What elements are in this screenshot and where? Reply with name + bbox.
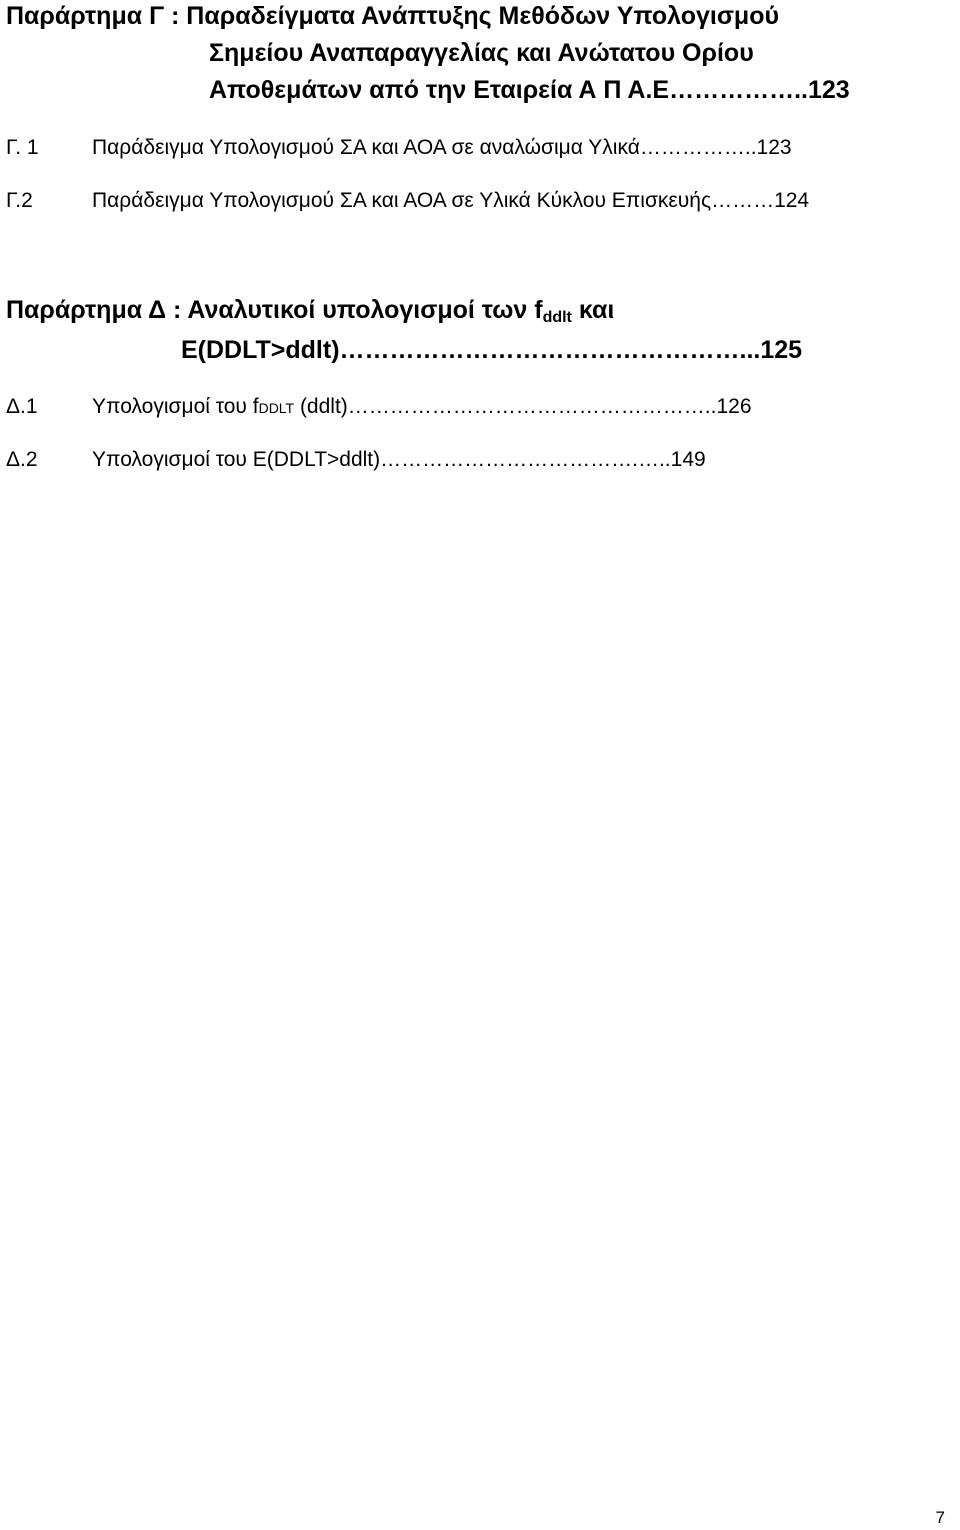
appendix-d-heading-pre: Παράρτημα Δ : Αναλυτικοί υπολογισμοί των f	[6, 296, 543, 324]
toc-entry-number: Γ.2	[6, 189, 33, 212]
appendix-d-heading-line1	[6, 298, 614, 326]
appendix-d-heading-post: και	[571, 296, 615, 324]
toc-entry-text-pre: Υπολογισμοί του f	[92, 395, 259, 418]
toc-entry-text: Παράδειγμα Υπολογισμού ΣΑ και ΑΟΑ σε Υλικά Κύκλου Επισκευής………124	[92, 189, 810, 212]
toc-entry-text-subscript: DDLT	[258, 400, 295, 416]
appendix-d-heading-subscript: ddlt	[542, 309, 572, 326]
toc-entry-text: Υπολογισμοί του E(DDLT>ddlt)……………………………….…..149	[92, 448, 706, 471]
page-number: 7	[935, 1508, 945, 1527]
appendix-g-heading-line2: Σημείου Αναπαραγγελίας και Ανώτατου Ορίου	[209, 39, 754, 67]
toc-entry-text: Παράδειγμα Υπολογισμού ΣΑ και ΑΟΑ σε αναλώσιμα Υλικά……………..123	[92, 136, 792, 159]
toc-entry-text	[92, 396, 752, 417]
toc-entry-text-post: (ddlt)……………………………………………..126	[294, 395, 752, 418]
toc-entry-number: Δ.2	[6, 448, 38, 471]
toc-entry-number: Δ.1	[6, 395, 38, 418]
appendix-g-heading-line3: Αποθεμάτων από την Εταιρεία Α Π Α.Ε……………..123	[209, 76, 850, 104]
toc-entry-number: Γ. 1	[6, 136, 39, 159]
appendix-d-heading-line2: E(DDLT>ddlt)…………………………………………...125	[181, 336, 803, 364]
appendix-g-heading-line1: Παράρτημα Γ : Παραδείγματα Ανάπτυξης Μεθόδων Υπολογισμού	[6, 2, 780, 30]
